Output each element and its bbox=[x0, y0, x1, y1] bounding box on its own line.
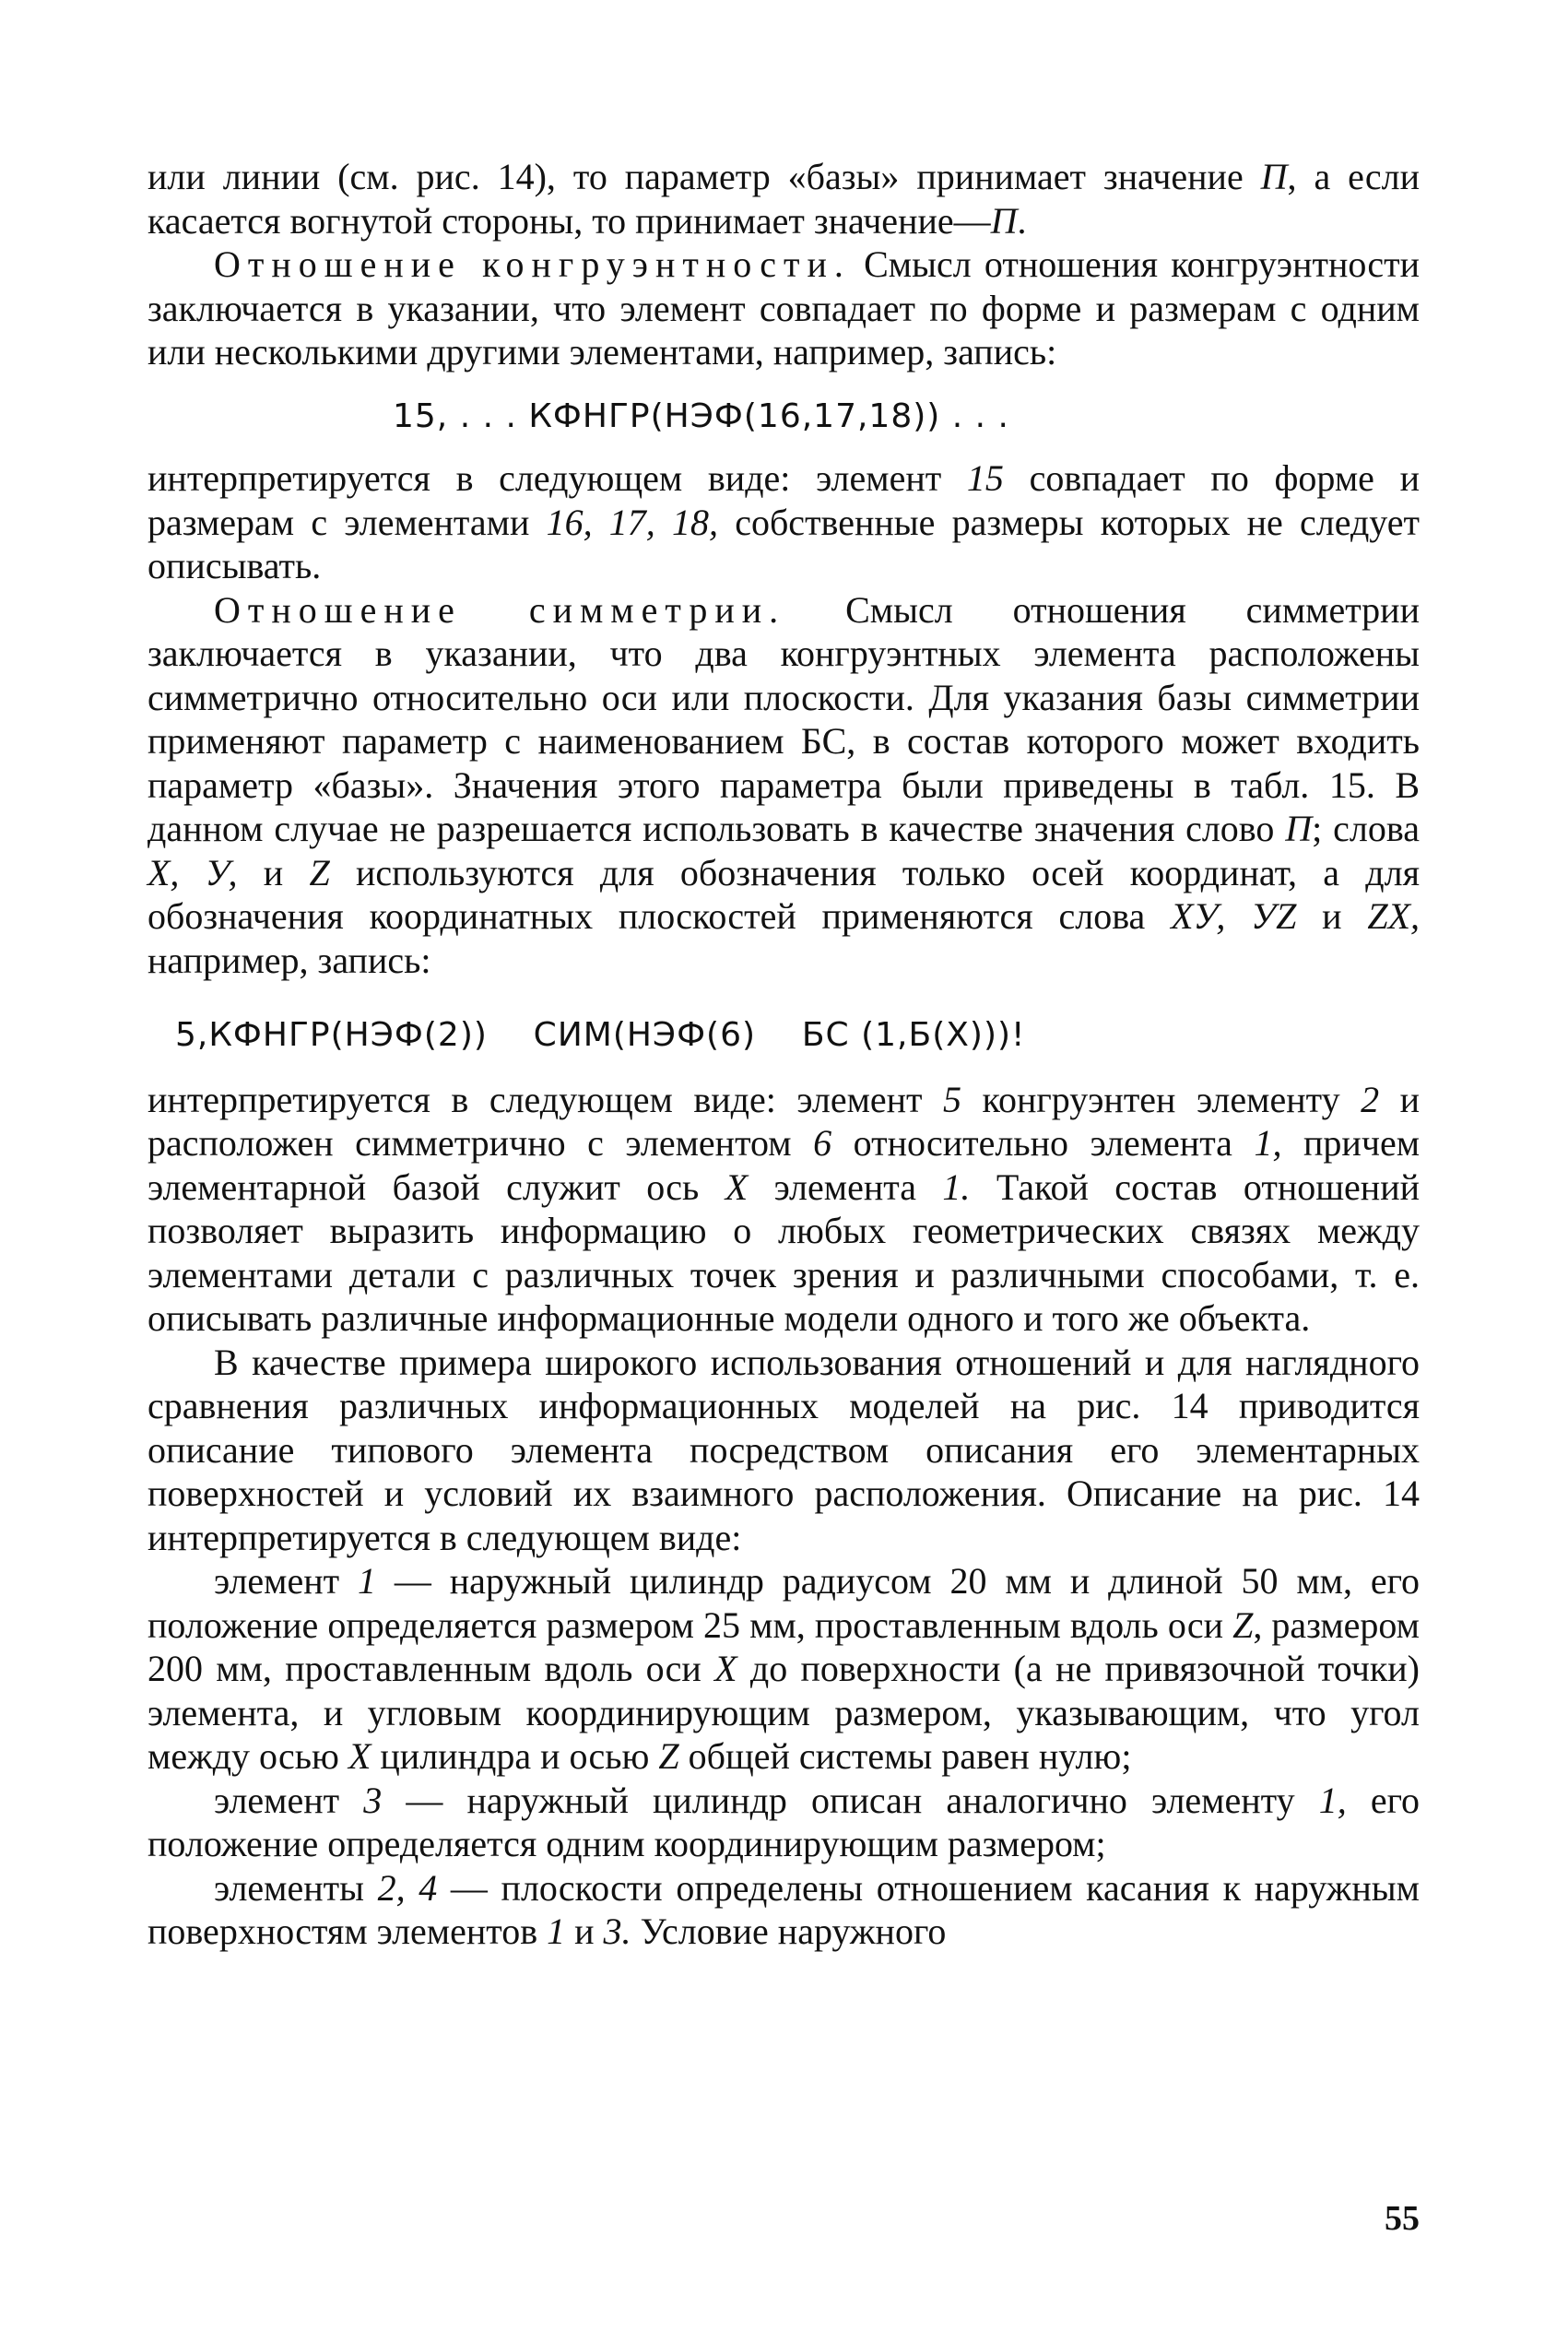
italic-span: 3. bbox=[603, 1910, 631, 1952]
italic-span: 1. bbox=[942, 1165, 971, 1208]
italic-span: П bbox=[1285, 808, 1313, 849]
italic-span: П bbox=[990, 199, 1018, 242]
italic-span: 15 bbox=[966, 457, 1004, 499]
text-span: элемент bbox=[214, 1560, 358, 1602]
page-number: 55 bbox=[1385, 2199, 1420, 2238]
italic-span: Z bbox=[309, 851, 330, 893]
paragraph-5 bbox=[147, 1078, 1420, 1341]
text-span: интерпретируется в следующем виде: элемент bbox=[147, 1078, 944, 1120]
text-span: причем элементарной базой служит ось bbox=[147, 1122, 1421, 1208]
italic-span: 16, 17, 18, bbox=[546, 501, 718, 543]
section-heading-symmetry: Отношение симметрии. bbox=[214, 588, 786, 631]
text-span: Такой состав отношений позволяет выразить информацию о любых геометрических связях между элементами детали с различных точек зрения и различными способами, т. е. описывать различные информационные модели одного и того же объекта. bbox=[147, 1165, 1421, 1339]
text-span: собственные размеры которых не следует описывать. bbox=[147, 501, 1421, 586]
italic-span: X bbox=[725, 1165, 749, 1208]
text-span: ; слова bbox=[1312, 808, 1420, 849]
text-span: общей системы равен нулю; bbox=[678, 1735, 1132, 1777]
italic-span: X bbox=[714, 1648, 737, 1689]
paragraph-element-1 bbox=[147, 1559, 1420, 1779]
text-span: до поверхности (а не привязочной точки) элемента, и угловым координирующим размером, указывающим, что угол между осью bbox=[147, 1648, 1420, 1777]
text-span: — наружный цилиндр описан аналогично элементу bbox=[382, 1779, 1319, 1821]
italic-span: 1 bbox=[547, 1910, 566, 1952]
italic-span: Z bbox=[1232, 1603, 1254, 1646]
code-example-1: 15, . . . КФНГР(НЭФ(16,17,18)) . . . bbox=[393, 396, 1009, 435]
text-span: элементы bbox=[214, 1866, 378, 1909]
italic-span: Z bbox=[658, 1735, 679, 1777]
italic-span: X, У, bbox=[147, 851, 238, 893]
italic-span: 2 bbox=[1361, 1078, 1380, 1120]
text-span: совпадает по форме и размерам с элементами bbox=[147, 457, 1420, 543]
text-span: и bbox=[237, 851, 310, 893]
paragraph-congruence bbox=[147, 242, 1420, 374]
italic-span: ZX, bbox=[1367, 895, 1421, 937]
text-span: Условие наружного bbox=[631, 1910, 947, 1952]
text-span: или линии (см. рис. 14), то параметр «базы» принимает значение bbox=[147, 156, 1261, 197]
text-span: , размером 200 мм, проставленным вдоль оси bbox=[147, 1603, 1420, 1689]
italic-span: X bbox=[348, 1735, 371, 1777]
text-span: используются для обозначения только осей координат, а для обозначения координатных плоскостей применяются слова bbox=[147, 851, 1420, 937]
text-span: цилиндра и осью bbox=[371, 1735, 659, 1777]
code-example-2: 5,КФНГР(НЭФ(2)) СИМ(НЭФ(6) БС (1,Б(Х)))! bbox=[175, 1016, 1026, 1054]
text-span: и bbox=[565, 1910, 604, 1952]
text-span: элемента bbox=[748, 1165, 943, 1208]
text-span: и bbox=[1296, 895, 1368, 937]
italic-span: 1, bbox=[1318, 1779, 1347, 1821]
text-span: его положение определяется одним координирующим размером; bbox=[147, 1779, 1420, 1864]
text-span: и расположен симметрично с элементом bbox=[147, 1078, 1420, 1164]
text-span: — наружный цилиндр радиусом 20 мм и длиной 50 мм, его положение определяется размером 25 мм, проставленным вдоль оси bbox=[147, 1560, 1420, 1646]
italic-span: 1 bbox=[357, 1560, 376, 1602]
italic-span: 2, 4 bbox=[377, 1866, 438, 1909]
italic-span: 1, bbox=[1254, 1122, 1282, 1164]
text-span: , а если касается вогнутой стороны, то принимает значение— bbox=[147, 156, 1421, 242]
italic-span: 5 bbox=[943, 1078, 962, 1120]
italic-span: 6 bbox=[813, 1122, 832, 1164]
paragraph-symmetry bbox=[147, 588, 1420, 983]
paragraph-3 bbox=[147, 456, 1420, 588]
text-span: Смысл отношения симметрии заключается в указании, что два конгруэнтных элемента расположены симметрично относительно оси или плоскости. Для указания базы симметрии применяют параметр с наименованием БС, в состав которого может входить параметр «базы». Значения этого параметра были приведены в табл. 15. В данном случае не разрешается использовать в качестве значения слово bbox=[147, 588, 1420, 849]
body-text bbox=[147, 155, 1420, 1954]
text-span: элемент bbox=[214, 1779, 364, 1821]
paragraph-element-3 bbox=[147, 1779, 1420, 1866]
italic-span: 3 bbox=[363, 1779, 383, 1821]
text-span: Смысл отношения конгруэнтности заключается в указании, что элемент совпадает по форме и размерам с одним или несколькими другими элементами, например, запись: bbox=[147, 243, 1420, 373]
text-span: например, запись: bbox=[147, 939, 431, 981]
text-span: . bbox=[1017, 199, 1027, 242]
section-heading-congruence: Отношение конгруэнтности. bbox=[214, 243, 851, 285]
paragraph-elements-2-4 bbox=[147, 1866, 1420, 1954]
paragraph-1 bbox=[147, 155, 1420, 242]
text-span: — плоскости определены отношением касания к наружным поверхностям элементов bbox=[147, 1866, 1420, 1952]
paragraph-6: В качестве примера широкого использования отношений и для наглядного сравнения различных информационных моделей на рис. 14 приводится описание типового элемента посредством описания его элементарных поверхностей и условий их взаимного расположения. Описание на рис. 14 интерпретируется в следующем виде: bbox=[147, 1341, 1420, 1558]
italic-span: XУ, УZ bbox=[1171, 895, 1297, 937]
text-span: конгруэнтен элементу bbox=[961, 1078, 1362, 1120]
italic-span: П bbox=[1260, 156, 1288, 197]
text-span: относительно элемента bbox=[831, 1122, 1255, 1164]
text-span: интерпретируется в следующем виде: элемент bbox=[147, 457, 967, 499]
